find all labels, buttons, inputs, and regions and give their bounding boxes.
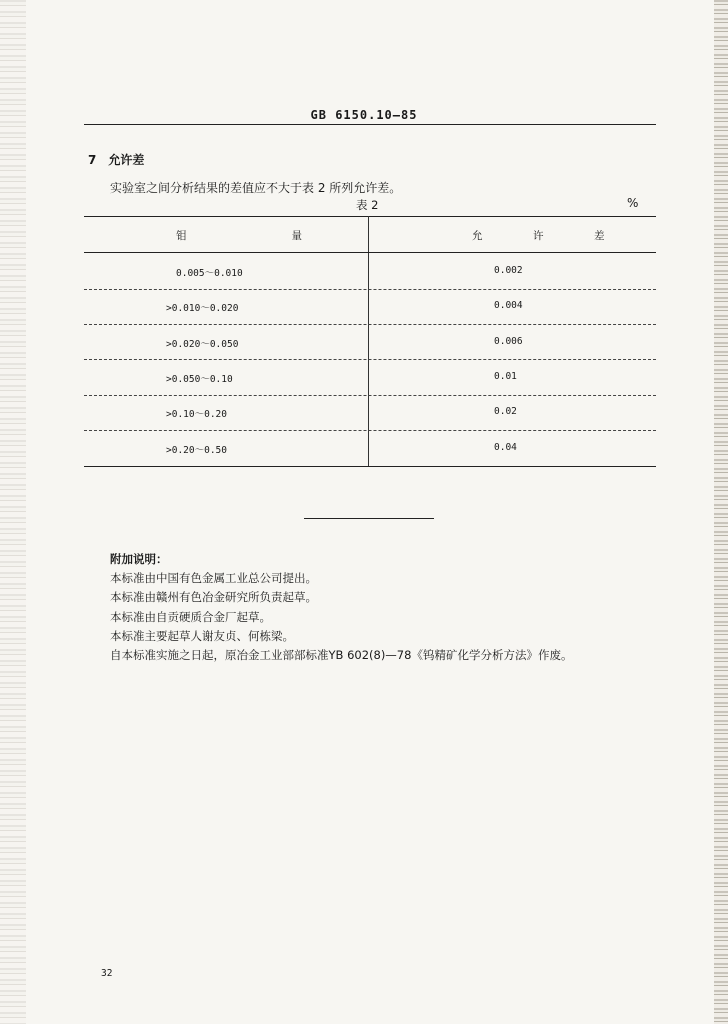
row-rule (84, 324, 656, 325)
header-rule (84, 124, 656, 125)
row-rule (84, 359, 656, 360)
note-line: 本标准由中国有色金属工业总公司提出。 (110, 571, 317, 586)
table-column-divider (368, 216, 369, 466)
scan-edge-left (0, 0, 26, 1024)
table-cell-range: >0.10～0.20 (166, 409, 227, 420)
section-divider (304, 518, 434, 519)
section-heading (88, 151, 144, 168)
row-rule (84, 289, 656, 290)
table-cell-range: >0.020～0.050 (166, 339, 239, 350)
note-line: 本标准主要起草人谢友贞、何栋梁。 (110, 628, 294, 643)
note-line: 自本标准实施之日起，原冶金工业部部标准YB 602(8)—78《钨精矿化学分析方法》作废。 (110, 648, 573, 663)
table-cell-tolerance: 0.02 (494, 406, 517, 417)
table-caption: 表 2 (356, 198, 379, 212)
standard-code-header: GB 6150.10—85 (310, 108, 418, 122)
column-header-tolerance: 允 许 差 (472, 230, 625, 242)
table-cell-tolerance: 0.004 (494, 300, 523, 311)
scan-edge-right (714, 0, 728, 1024)
section-title: 允许差 (108, 153, 145, 167)
header-rule-bottom (84, 252, 656, 253)
section-paragraph: 实验室之间分析结果的差值应不大于表 2 所列允许差。 (110, 181, 402, 195)
note-line: 本标准由赣州有色冶金研究所负责起草。 (110, 590, 317, 605)
column-header-content: 钼 量 (176, 230, 330, 242)
table-cell-range: >0.050～0.10 (166, 374, 233, 385)
table-cell-tolerance: 0.002 (494, 265, 523, 276)
row-rule (84, 395, 656, 396)
table-top-rule (84, 216, 656, 217)
table-unit: % (627, 196, 639, 210)
section-number: 7 (88, 153, 97, 167)
table-bottom-rule (84, 466, 656, 467)
table-cell-range: >0.010～0.020 (166, 303, 239, 314)
table-cell-tolerance: 0.01 (494, 371, 517, 382)
notes-title: 附加说明： (110, 552, 168, 566)
table-cell-range: 0.005～0.010 (176, 268, 243, 279)
table-cell-range: >0.20～0.50 (166, 445, 227, 456)
additional-notes (110, 550, 572, 665)
table-cell-tolerance: 0.04 (494, 442, 517, 453)
row-rule (84, 430, 656, 431)
table-cell-tolerance: 0.006 (494, 336, 523, 347)
page-number: 32 (101, 968, 113, 979)
note-line: 本标准由自贡硬质合金厂起草。 (110, 609, 271, 624)
